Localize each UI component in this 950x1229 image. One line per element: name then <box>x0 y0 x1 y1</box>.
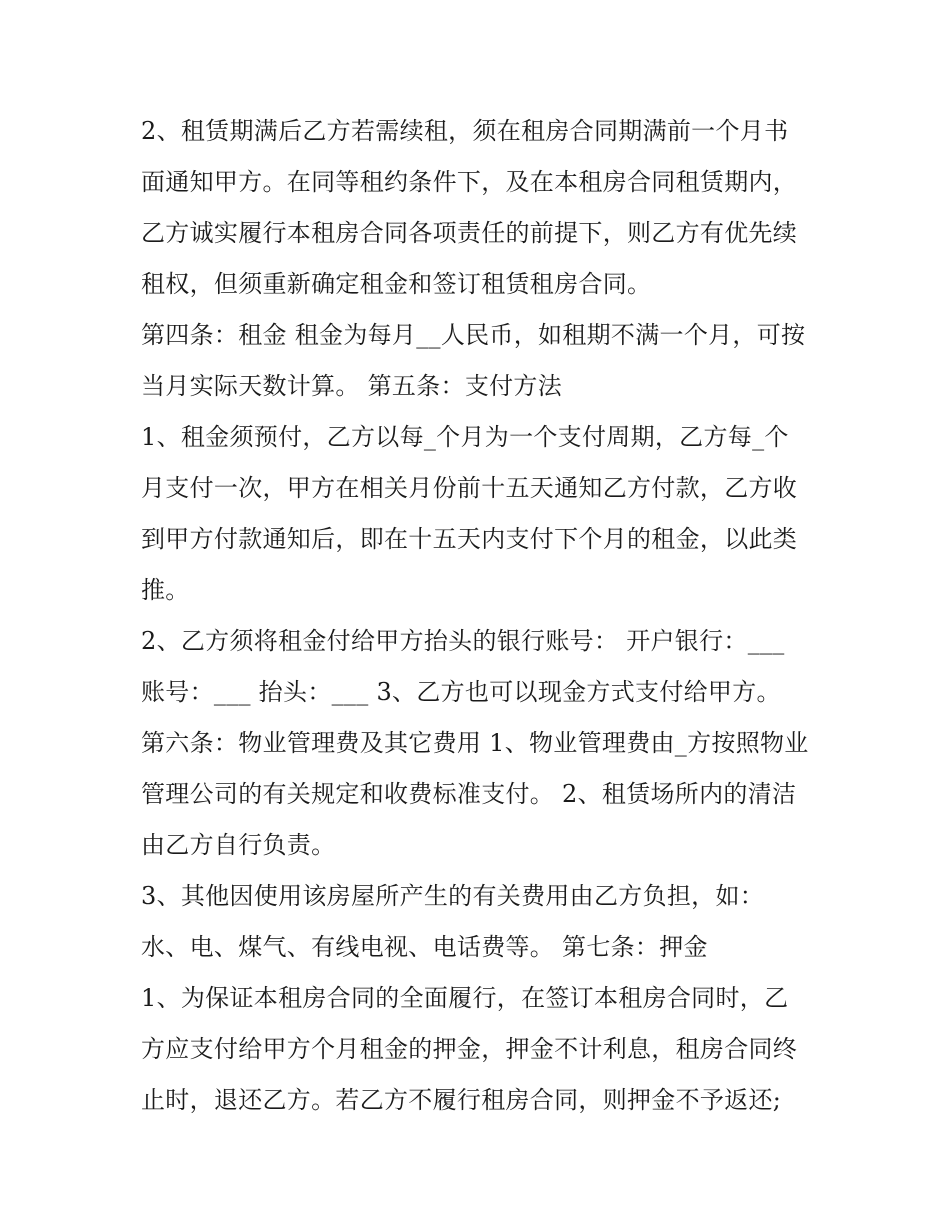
text-line: 推。 <box>141 576 190 604</box>
text-line: 3、其他因使用该房屋所产生的有关费用由乙方负担，如： <box>141 882 765 910</box>
text-line: 账号：___ 抬头：___ 3、乙方也可以现金方式支付给甲方。 <box>141 678 781 706</box>
text-line: 止时，退还乙方。若乙方不履行租房合同，则押金不予返还; <box>141 1086 782 1114</box>
text-line: 2、乙方须将租金付给甲方抬头的银行账号： 开户银行：___ <box>141 627 785 655</box>
text-line: 第四条：租金 租金为每月__人民币，如租期不满一个月，可按 <box>141 321 806 349</box>
text-line: 1、为保证本租房合同的全面履行，在签订本租房合同时，乙 <box>141 984 789 1012</box>
text-line: 水、电、煤气、有线电视、电话费等。 第七条：押金 <box>141 933 708 961</box>
text-line: 1、租金须预付，乙方以每_个月为一个支付周期，乙方每_个 <box>141 423 789 451</box>
text-line: 到甲方付款通知后，即在十五天内支付下个月的租金，以此类 <box>141 525 798 553</box>
document-body <box>141 106 821 1126</box>
text-line: 2、租赁期满后乙方若需续租，须在租房合同期满前一个月书 <box>141 117 789 145</box>
text-line: 乙方诚实履行本租房合同各项责任的前提下，则乙方有优先续 <box>141 219 798 247</box>
text-line: 面通知甲方。在同等租约条件下，及在本租房合同租赁期内， <box>141 168 798 196</box>
text-line: 当月实际天数计算。 第五条：支付方法 <box>141 372 563 400</box>
text-line: 租权，但须重新确定租金和签订租赁租房合同。 <box>141 270 652 298</box>
text-line: 月支付一次，甲方在相关月份前十五天通知乙方付款，乙方收 <box>141 474 798 502</box>
text-line: 管理公司的有关规定和收费标准支付。 2、租赁场所内的清洁 <box>141 780 797 808</box>
text-line: 第六条：物业管理费及其它费用 1、物业管理费由_方按照物业 <box>141 729 809 757</box>
text-line: 由乙方自行负责。 <box>141 831 336 859</box>
text-line: 方应支付给甲方个月租金的押金，押金不计利息，租房合同终 <box>141 1035 798 1063</box>
